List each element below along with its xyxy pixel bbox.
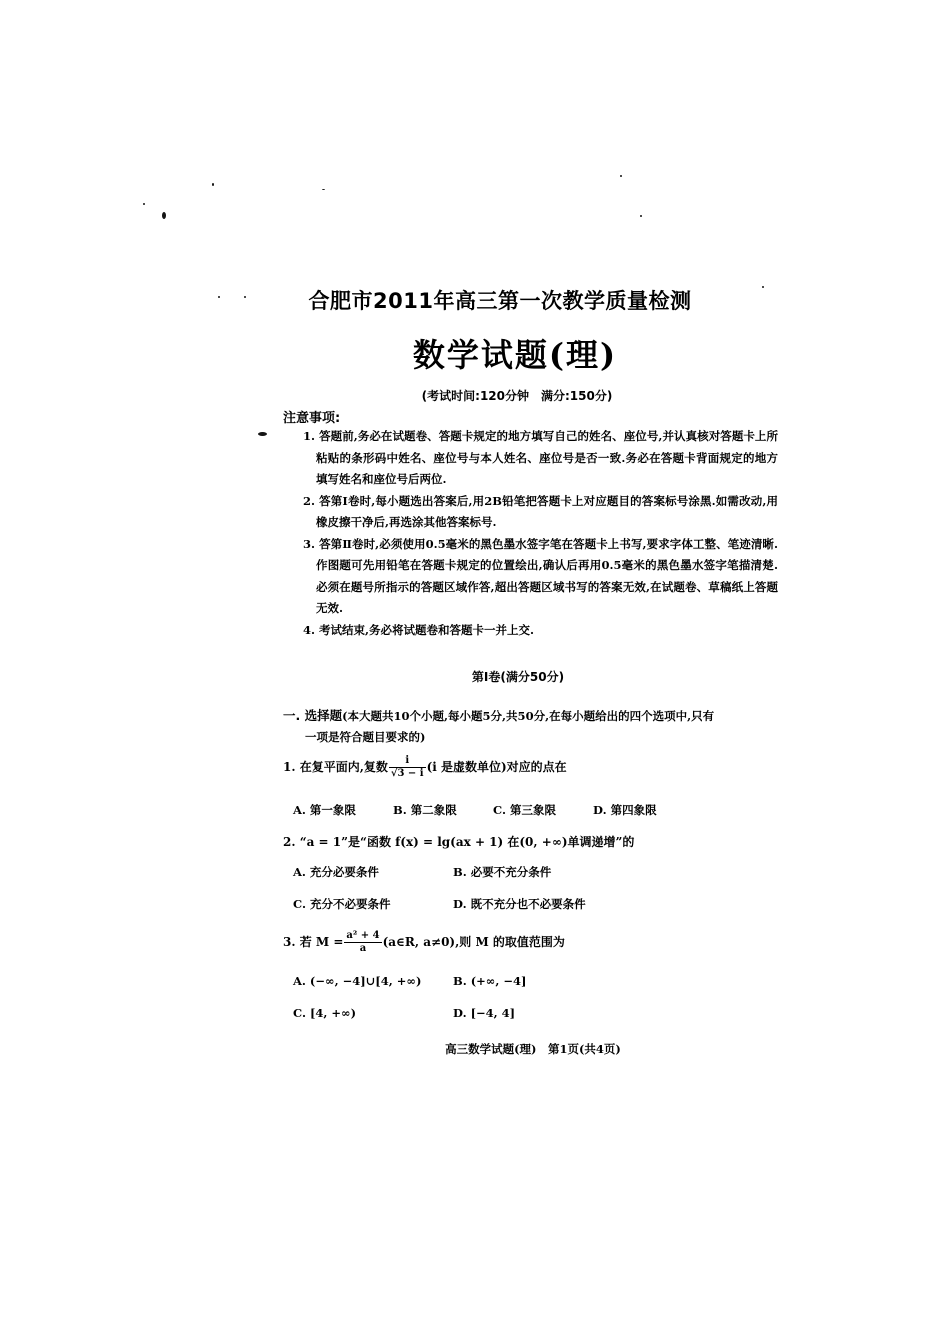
scan-speck bbox=[212, 183, 214, 186]
fraction-numerator: i bbox=[389, 755, 426, 768]
fraction-numerator: a² + 4 bbox=[346, 930, 380, 941]
fraction-denominator: √3 − i bbox=[390, 768, 424, 779]
question-3-option-b: B. (+∞, −4] bbox=[453, 974, 527, 988]
subject-title: 数学试题(理) bbox=[412, 336, 618, 374]
question-3-option-a: A. (−∞, −4]∪[4, +∞) bbox=[293, 974, 422, 988]
fraction bbox=[344, 930, 381, 955]
question-1-option-a: A. 第一象限 bbox=[293, 803, 356, 817]
part-desc-1: (本大题共10个小题,每小题5分,共50分,在每小题给出的四个选项中,只有 bbox=[342, 709, 715, 723]
question-3-option-c: C. [4, +∞) bbox=[293, 1006, 357, 1020]
question-1-option-c: C. 第三象限 bbox=[493, 803, 556, 817]
question-2-option-c: C. 充分不必要条件 bbox=[293, 897, 391, 911]
scan-speck bbox=[620, 175, 622, 177]
page-footer: 高三数学试题(理) 第1页(共4页) bbox=[445, 1042, 621, 1056]
part-heading bbox=[283, 705, 783, 748]
scan-speck bbox=[640, 215, 642, 217]
question-3 bbox=[283, 930, 565, 955]
section-title: 第Ⅰ卷(满分50分) bbox=[471, 670, 565, 684]
scan-speck bbox=[258, 432, 267, 436]
notice-item: 1. 答题前,务必在试题卷、答题卡规定的地方填写自己的姓名、座位号,并认真核对答题卡上所粘贴的条形码中姓名、座位号与本人姓名、座位号是否一致.务必在答题卡背面规定的地方填写姓名和座位号后两位. bbox=[303, 429, 778, 486]
scan-speck bbox=[322, 189, 325, 190]
scan-speck bbox=[162, 212, 166, 219]
question-3-option-d: D. [−4, 4] bbox=[453, 1006, 516, 1020]
exam-title: 合肥市2011年高三第一次教学质量检测 bbox=[308, 289, 692, 313]
question-3-prefix: 3. 若 M = bbox=[283, 935, 344, 949]
fraction-denominator: a bbox=[359, 943, 367, 954]
question-1-prefix: 1. 在复平面内,复数 bbox=[283, 760, 388, 774]
scan-speck bbox=[143, 203, 145, 205]
notice-item: 3. 答第Ⅱ卷时,必须使用0.5毫米的黑色墨水签字笔在答题卡上书写,要求字体工整、笔迹清晰.作图题可先用铅笔在答题卡规定的位置绘出,确认后再用0.5毫米的黑色墨水签字笔描清楚.必须在题号所指示的答题区域作答,超出答题区域书写的答案无效,在试题卷、草稿纸上答题无效. bbox=[303, 536, 778, 615]
notice-item: 4. 考试结束,务必将试题卷和答题卡一并上交. bbox=[303, 622, 535, 637]
question-1-option-b: B. 第二象限 bbox=[393, 803, 457, 817]
fraction bbox=[389, 755, 426, 780]
question-2-option-b: B. 必要不充分条件 bbox=[453, 865, 552, 879]
exam-info: (考试时间:120分钟 满分:150分) bbox=[421, 389, 613, 403]
part-label: 一. 选择题 bbox=[283, 708, 343, 723]
question-3-suffix: (a∈R, a≠0),则 M 的取值范围为 bbox=[382, 935, 565, 949]
question-2: 2. “a = 1”是“函数 f(x) = lg(ax + 1) 在(0, +∞)单调递增”的 bbox=[283, 835, 635, 849]
question-1-option-d: D. 第四象限 bbox=[593, 803, 657, 817]
part-desc-2: 一项是符合题目要求的) bbox=[305, 730, 426, 744]
notice-heading: 注意事项: bbox=[283, 411, 341, 426]
question-2-option-d: D. 既不充分也不必要条件 bbox=[453, 897, 586, 911]
question-1 bbox=[283, 755, 567, 780]
notice-list bbox=[303, 426, 778, 641]
notice-item: 2. 答第Ⅰ卷时,每小题选出答案后,用2B铅笔把答题卡上对应题目的答案标号涂黑.如需改动,用橡皮擦干净后,再选涂其他答案标号. bbox=[303, 493, 778, 529]
question-2-option-a: A. 充分必要条件 bbox=[293, 865, 379, 879]
question-1-suffix: (i 是虚数单位)对应的点在 bbox=[426, 760, 567, 774]
